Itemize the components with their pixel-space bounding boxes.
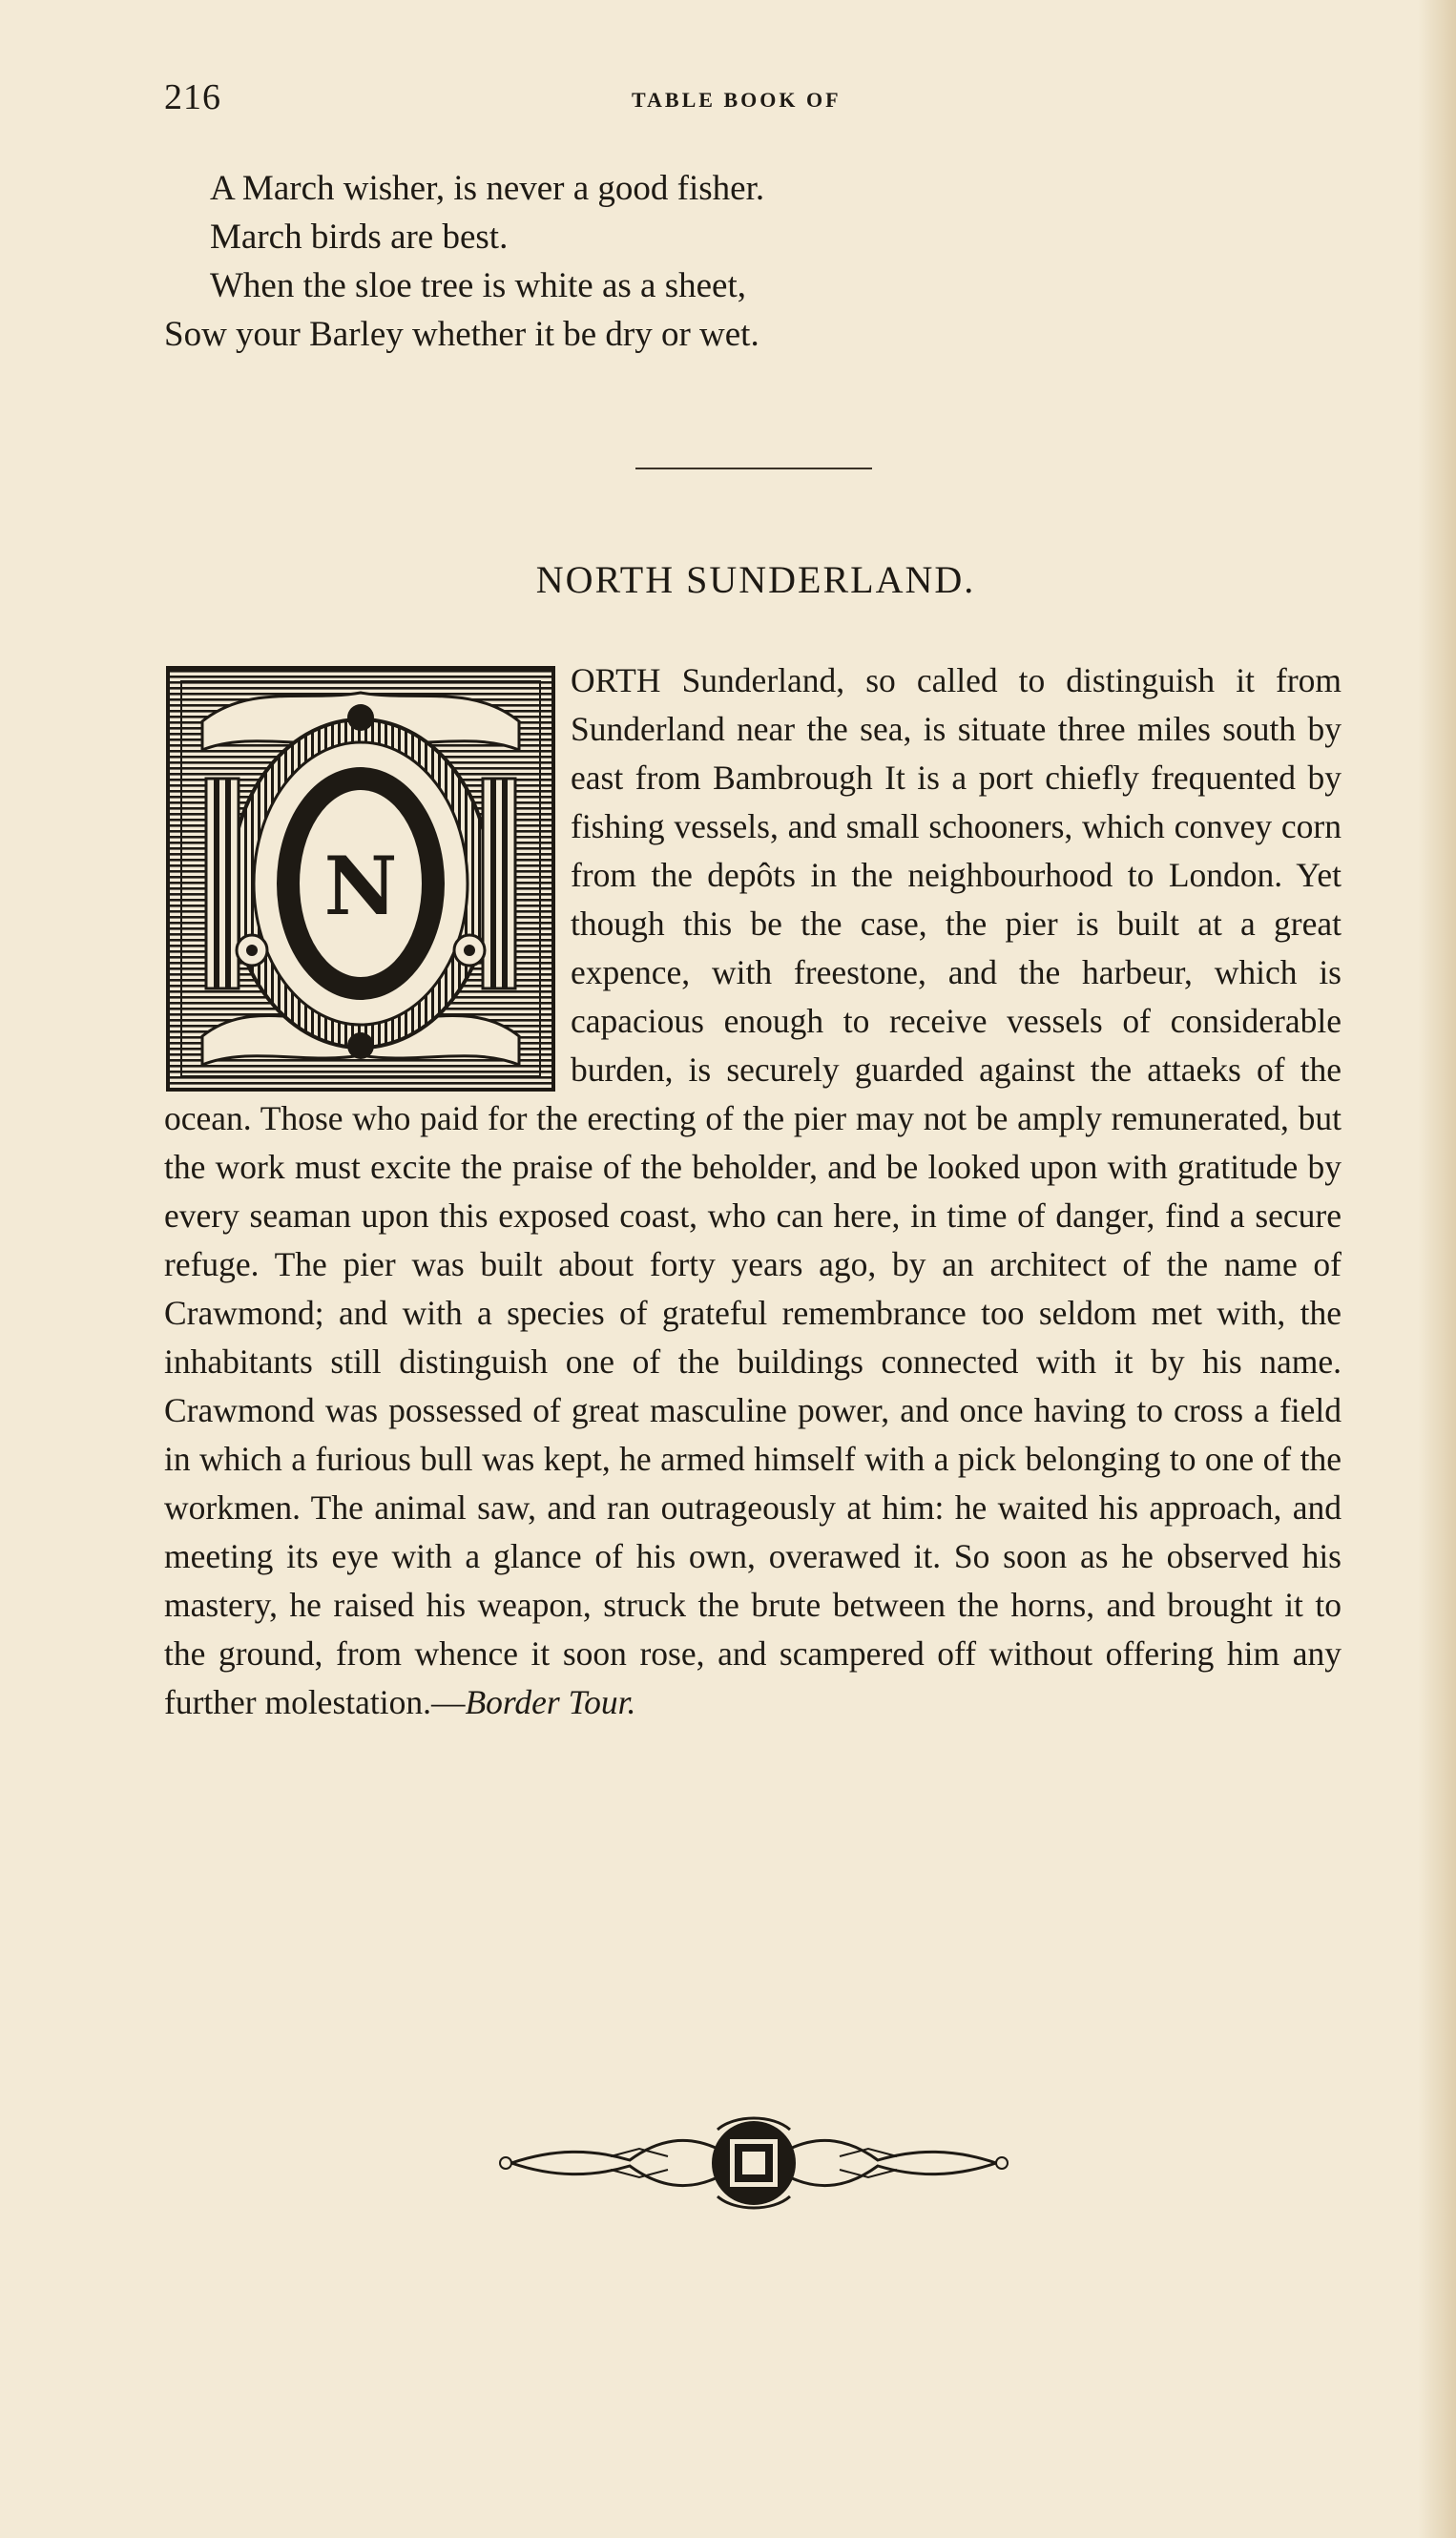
proverb-verse [164,164,1118,359]
source-credit: Border Tour. [465,1683,636,1721]
verse-line: March birds are best. [210,218,509,257]
page-edge-shadow [1418,0,1456,2538]
verse-line: Sow your Barley whether it be dry or wet. [164,315,759,354]
verse-line: A March wisher, is never a good fisher. [210,169,765,208]
ornamental-initial-n-icon [164,664,557,1093]
svg-text:N: N [323,839,398,933]
section-title: NORTH SUNDERLAND. [535,558,976,601]
section-divider [635,468,872,469]
verse-line: When the sloe tree is white as a sheet, [210,266,746,305]
article-body [164,656,1342,1727]
article-text: ORTH Sunderland, so called to distinguish it from Sunderland near the sea, is situate three miles south by east from Bambrough It is a port chiefly frequented by fishing vessels, and small schooners, which convey corn from the depôts in the neighbourhood to London. Yet though this be the case, the pier is built at a great expence, with freestone, and the harbeur, which is capacious enough to receive vessels of considerable burden, is securely guarded against the attaeks of the ocean. Those who paid for the erecting of the pier may not be amply remunerated, but the work must excite the praise of the beholder, and be looked upon with gratitude by every seaman upon this exposed coast, who can here, in time of danger, find a secure refuge. The pier was built about forty years ago, by an architect of the name of Crawmond; and with a species of grateful remembrance too seldom met with, the inhabitants still distinguish one of the buildings connected with it by his name. Crawmond was possessed of great masculine power, and once having to cross a field in which a furious bull was kept, he armed himself with a pick belonging to one of the workmen. The animal saw, and ran outrageously at him: he waited his approach, and meeting its eye with a glance of his own, overawed it. So soon as he observed his mastery, he raised his weapon, struck the brute between the horns, and brought it to the ground, from whence it soon rose, and scampered off without offering him any further molestation.— [164,661,1342,1721]
tailpiece-ornament-icon [496,2111,1011,2216]
running-head: TABLE BOOK OF [632,88,842,112]
page-header [164,76,1347,124]
page-number: 216 [164,77,221,117]
